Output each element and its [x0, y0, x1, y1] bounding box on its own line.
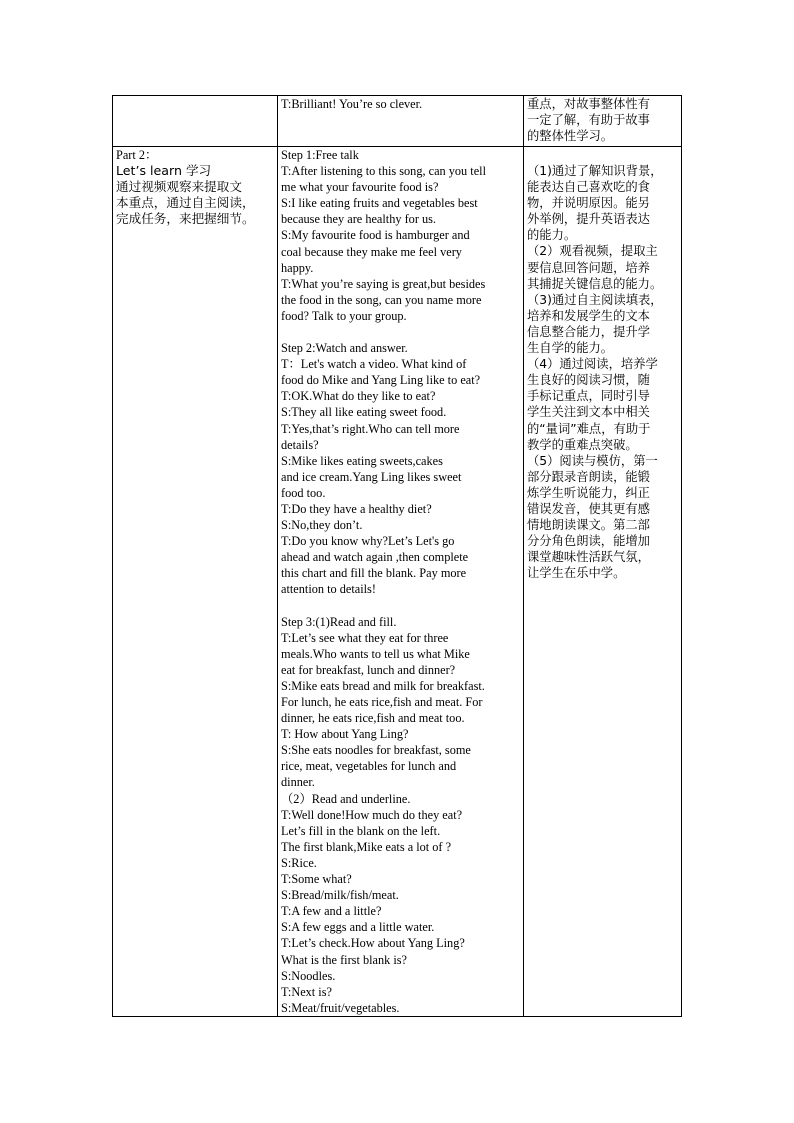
activity-line: T:Let’s see what they eat for three: [281, 630, 449, 645]
activity-line: T:Next is?: [281, 984, 332, 999]
stage-line: 完成任务，来把握细节。: [116, 211, 255, 227]
purpose-line: 生良好的阅读习惯，随: [527, 373, 650, 388]
activity-line: （2）Read and underline.: [281, 791, 411, 806]
activity-line: ahead and watch again ,then complete: [281, 550, 469, 565]
activity-line: S:They all like eating sweet food.: [281, 405, 447, 420]
purpose-line: 物，并说明原因。能另: [527, 196, 650, 211]
purpose-line: 课堂趣味性活跃气氛，: [527, 550, 650, 565]
activity-line: T:Well done!How much do they eat?: [281, 807, 463, 822]
purpose-line: 信息整合能力，提升学: [527, 324, 650, 339]
activity-lines: [281, 147, 520, 1016]
purpose-line: 的整体性学习。: [527, 129, 614, 144]
activity-line: details?: [281, 437, 319, 452]
activity-line: Step 3:(1)Read and fill.: [281, 614, 397, 629]
activity-line: S:Meat/fruit/vegetables.: [281, 1000, 400, 1015]
activity-line: The first blank,Mike eats a lot of ?: [281, 839, 452, 854]
activity-line: T:After listening to this song, can you tell: [281, 164, 486, 179]
activity-line: S:I like eating fruits and vegetables best: [281, 196, 478, 211]
purpose-line: 情地朗读课文。第二部: [527, 518, 650, 533]
activity-line: [281, 324, 520, 340]
activity-line: S:Rice.: [281, 855, 317, 870]
activity-line: T:Do they have a healthy diet?: [281, 501, 432, 516]
activity-line: Step 2:Watch and answer.: [281, 341, 408, 356]
activity-line: T:A few and a little?: [281, 904, 382, 919]
purpose-line: （3)通过自主阅读填表，: [527, 292, 663, 307]
activity-line: T: How about Yang Ling?: [281, 727, 409, 742]
purpose-line: 一定了解，有助于故事: [527, 113, 650, 128]
activity-line: dinner.: [281, 775, 315, 790]
activity-line: food do Mike and Yang Ling like to eat?: [281, 373, 481, 388]
activity-line: S:Noodles.: [281, 968, 336, 983]
stage-line: Part 2：: [116, 148, 158, 162]
activity-line: S:Bread/milk/fish/meat.: [281, 888, 399, 903]
activity-line: Let’s fill in the blank on the left.: [281, 823, 441, 838]
activity-line: [281, 598, 520, 614]
purpose-line: 炼学生听说能力，纠正: [527, 485, 650, 500]
activity-line: rice, meat, vegetables for lunch and: [281, 759, 457, 774]
purpose-line: （1)通过了解知识背景，: [527, 164, 663, 178]
table-row: [113, 147, 682, 1017]
purpose-line: 分分角色朗读，能增加: [527, 534, 650, 549]
stage-line: Let’s learn 学习: [116, 163, 212, 179]
activity-line: dinner, he eats rice,fish and meat too.: [281, 711, 465, 726]
purpose-line: [527, 147, 678, 163]
lesson-plan-table: [112, 95, 682, 1017]
activity-line: S:She eats noodles for breakfast, some: [281, 743, 471, 758]
activity-line: and ice cream.Yang Ling likes sweet: [281, 469, 462, 484]
purpose-line: 能表达自己喜欢吃的食: [527, 180, 650, 195]
row2-activity-cell: [278, 147, 524, 1017]
row1-activity-line: T:Brilliant! You’re so clever.: [281, 97, 423, 111]
purpose-lines: [527, 147, 678, 581]
activity-line: T:Do you know why?Let’s Let's go: [281, 534, 455, 549]
activity-line: T:Some what?: [281, 872, 352, 887]
table-row: [113, 96, 682, 147]
row1-activity-cell: [278, 96, 524, 147]
activity-line: eat for breakfast, lunch and dinner?: [281, 662, 456, 677]
purpose-line: 其捕捉关键信息的能力。: [527, 276, 663, 291]
activity-line: For lunch, he eats rice,fish and meat. For: [281, 695, 483, 709]
activity-line: Step 1:Free talk: [281, 148, 359, 162]
activity-line: T:Yes,that’s right.Who can tell more: [281, 421, 460, 436]
activity-line: coal because they make me feel very: [281, 244, 462, 259]
activity-line: meals.Who wants to tell us what Mike: [281, 646, 470, 661]
purpose-line: 重点，对故事整体性有: [527, 97, 650, 111]
row1-purpose-cell: [524, 96, 682, 147]
activity-line: T:What you’re saying is great,but besides: [281, 276, 486, 291]
activity-line: this chart and fill the blank. Pay more: [281, 566, 467, 581]
stage-line: 通过视频观察来提取文: [116, 179, 242, 195]
activity-line: attention to details!: [281, 582, 376, 597]
activity-line: T：Let's watch a video. What kind of: [281, 357, 467, 372]
activity-line: S:My favourite food is hamburger and: [281, 228, 470, 243]
activity-line: because they are healthy for us.: [281, 212, 437, 227]
activity-line: me what your favourite food is?: [281, 180, 439, 195]
purpose-line: 培养和发展学生的文本: [527, 308, 650, 323]
activity-line: S:Mike eats bread and milk for breakfast.: [281, 678, 485, 693]
purpose-line: 部分跟录音朗读，能锻: [527, 469, 650, 484]
activity-line: food? Talk to your group.: [281, 308, 407, 323]
activity-line: S:No,they don’t.: [281, 518, 363, 533]
purpose-line: 要信息回答问题，培养: [527, 260, 650, 275]
activity-line: S:Mike likes eating sweets,cakes: [281, 453, 443, 468]
purpose-line: 生自学的能力。: [527, 341, 614, 356]
row2-purpose-cell: [524, 147, 682, 1017]
activity-line: T:OK.What do they like to eat?: [281, 389, 436, 404]
stage-lines: [116, 147, 274, 227]
purpose-line: （4）通过阅读，培养学: [527, 357, 658, 372]
purpose-line: 教学的重难点突破。: [527, 437, 638, 452]
activity-line: S:A few eggs and a little water.: [281, 920, 435, 935]
purpose-line: （2）观看视频，提取主: [527, 244, 658, 259]
purpose-line: （5）阅读与模仿，第一: [527, 453, 658, 468]
purpose-line: 手标记重点，同时引导: [527, 389, 650, 404]
purpose-line: 学生关注到文本中相关: [527, 405, 650, 420]
activity-line: the food in the song, can you name more: [281, 292, 482, 307]
row2-stage-cell: [113, 147, 278, 1017]
activity-line: happy.: [281, 260, 314, 275]
purpose-line: 的“量词”难点，有助于: [527, 421, 651, 436]
activity-line: food too.: [281, 485, 326, 500]
stage-line: 本重点，通过自主阅读，: [116, 195, 255, 211]
purpose-line: 错误发音，使其更有感: [527, 501, 650, 516]
purpose-line: 外举例，提升英语表达: [527, 212, 650, 227]
row1-stage-cell: [113, 96, 278, 147]
purpose-line: 让学生在乐中学。: [527, 566, 626, 581]
activity-line: What is the first blank is?: [281, 952, 408, 967]
purpose-line: 的能力。: [527, 228, 577, 243]
activity-line: T:Let’s check.How about Yang Ling?: [281, 936, 465, 951]
